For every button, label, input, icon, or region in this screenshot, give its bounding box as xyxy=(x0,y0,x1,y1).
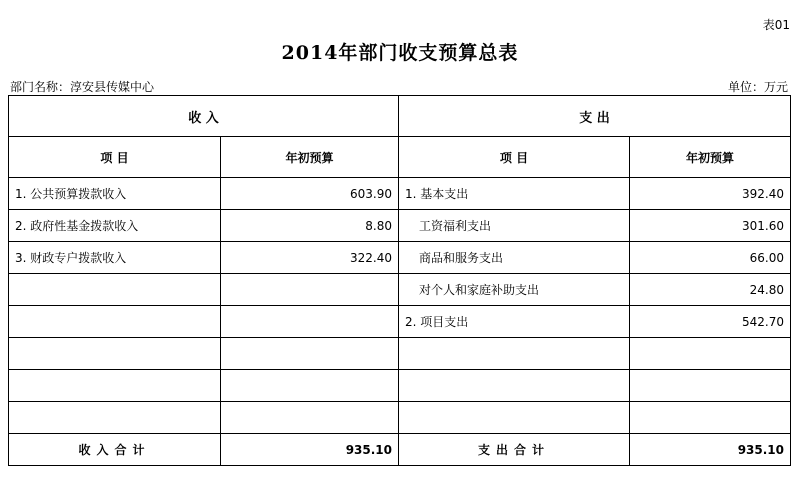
income-total-value: 935.10 xyxy=(221,434,399,466)
table-row xyxy=(9,370,791,402)
expense-label: 商品和服务支出 xyxy=(399,242,630,274)
expense-value: 24.80 xyxy=(630,274,791,306)
empty-cell xyxy=(630,370,791,402)
income-value: 322.40 xyxy=(221,242,399,274)
table-row xyxy=(9,306,791,338)
expense-label: 工资福利支出 xyxy=(399,210,630,242)
budget-table xyxy=(8,95,791,466)
income-label: 2. 政府性基金拨款收入 xyxy=(9,210,221,242)
empty-cell xyxy=(9,402,221,434)
section-header-row xyxy=(9,96,791,137)
empty-cell xyxy=(9,306,221,338)
empty-cell xyxy=(630,402,791,434)
empty-cell xyxy=(221,402,399,434)
empty-cell xyxy=(221,274,399,306)
expense-value: 542.70 xyxy=(630,306,791,338)
empty-cell xyxy=(221,306,399,338)
expense-total-label: 支出合计 xyxy=(399,434,630,466)
expense-budget-header: 年初预算 xyxy=(630,137,791,178)
expense-label: 1. 基本支出 xyxy=(399,178,630,210)
expense-section-header: 支 出 xyxy=(399,96,791,137)
table-row xyxy=(9,274,791,306)
unit-label: 单位：万元 xyxy=(727,80,788,94)
income-label: 1. 公共预算拨款收入 xyxy=(9,178,221,210)
income-section-header: 收 入 xyxy=(9,96,399,137)
income-value: 603.90 xyxy=(221,178,399,210)
income-total-label: 收入合计 xyxy=(9,434,221,466)
expense-label: 2. 项目支出 xyxy=(399,306,630,338)
empty-cell xyxy=(9,338,221,370)
table-row xyxy=(9,402,791,434)
expense-item-header: 项 目 xyxy=(399,137,630,178)
expense-label: 对个人和家庭补助支出 xyxy=(399,274,630,306)
empty-cell xyxy=(221,338,399,370)
empty-cell xyxy=(221,370,399,402)
empty-cell xyxy=(399,338,630,370)
table-row xyxy=(9,210,791,242)
income-value: 8.80 xyxy=(221,210,399,242)
department-name: 部门名称：淳安县传媒中心 xyxy=(10,80,155,94)
expense-total-value: 935.10 xyxy=(630,434,791,466)
empty-cell xyxy=(630,338,791,370)
expense-value: 301.60 xyxy=(630,210,791,242)
table-number: 表01 xyxy=(762,18,790,32)
income-budget-header: 年初预算 xyxy=(221,137,399,178)
column-header-row xyxy=(9,137,791,178)
total-row xyxy=(9,434,791,466)
page-title: 2014年部门收支预算总表 xyxy=(281,42,519,64)
empty-cell xyxy=(399,402,630,434)
expense-value: 66.00 xyxy=(630,242,791,274)
empty-cell xyxy=(399,370,630,402)
table-row xyxy=(9,178,791,210)
table-row xyxy=(9,242,791,274)
empty-cell xyxy=(9,370,221,402)
income-label: 3. 财政专户拨款收入 xyxy=(9,242,221,274)
table-row xyxy=(9,338,791,370)
income-item-header: 项 目 xyxy=(9,137,221,178)
empty-cell xyxy=(9,274,221,306)
expense-value: 392.40 xyxy=(630,178,791,210)
